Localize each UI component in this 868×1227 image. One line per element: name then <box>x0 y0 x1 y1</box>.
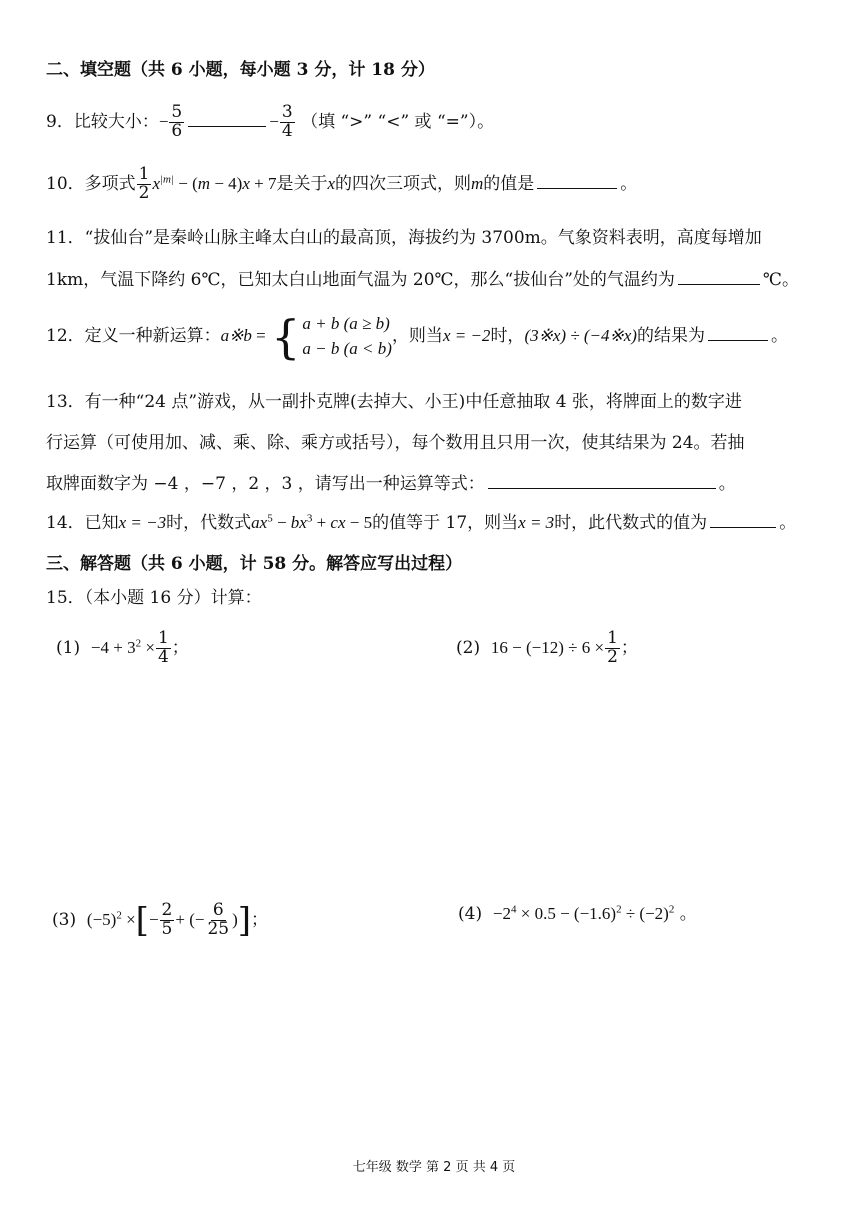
q12-middle2: 时， <box>490 326 525 347</box>
q9-prefix: 9．比较大小： <box>46 111 159 132</box>
q14-end: 。 <box>779 513 797 533</box>
q14-middle2: 的值等于 17，则当 <box>372 513 519 533</box>
q15-part-4-label: (4) <box>458 904 483 924</box>
q14-condition-1: x = −3 <box>118 513 167 532</box>
q11-line2-text: 1km，气温下降约 6℃，已知太白山地面气温为 20℃，那么“拔仙台”处的气温约为 <box>46 270 675 290</box>
q12-prefix: 12．定义一种新运算： <box>46 326 221 347</box>
q12-case2: a − b (a < b) <box>302 338 392 358</box>
question-13-line3 <box>46 474 736 494</box>
q9-frac-left: $\frac{5}{6}$ <box>171 102 183 141</box>
question-13-line1: 13．有一种“24 点”游戏，从一副扑克牌(去掉大、小王)中任意抽取 4 张，将牌面上的数字进 <box>46 392 742 412</box>
q9-answer-blank[interactable] <box>188 125 266 127</box>
q11-answer-blank[interactable] <box>678 283 760 285</box>
q12-suffix: 的结果为 <box>636 326 705 347</box>
q15-part-1-label: (1) <box>56 637 81 658</box>
q9-hint: （填 “>” “<” 或 “=”）。 <box>301 111 495 132</box>
q10-text-a: 是关于 <box>276 173 328 194</box>
q9-frac-right: $\frac{3}{4}$ <box>281 102 293 141</box>
q10-answer-blank[interactable] <box>537 187 617 189</box>
q10-prefix: 10．多项式 <box>46 173 136 194</box>
q15-part-2-label: (2) <box>456 637 481 658</box>
q14-middle1: 时，代数式 <box>166 513 252 533</box>
q10-frac: $\frac{1}{2}$ <box>138 164 150 203</box>
q12-lhs: a※b = <box>220 326 266 346</box>
question-13-line2: 行运算（可使用加、减、乘、除、乘方或括号），每个数用且只用一次，使其结果为 24。若抽 <box>46 433 745 453</box>
question-10 <box>46 166 637 203</box>
q15-part-2: (2) 16 − (−12) ÷ 6 × $\frac{1}{2}$ ； <box>456 628 638 667</box>
q12-end: 。 <box>770 326 788 347</box>
q15-part-4: $(4) -2^4 \times 0.5 - (-1.6)^2 \div (-2)^2$ 。 <box>458 903 697 924</box>
q15-part-3-label: (3) <box>52 909 77 930</box>
question-9: 9．比较大小：− $\frac{5}{6}$ − $\frac{3}{4}$ （填 “>” “<” 或 “=”）。 <box>46 102 495 141</box>
q14-suffix: 时，此代数式的值为 <box>554 513 708 533</box>
q10-end: 。 <box>620 173 638 194</box>
q10-var-x: x <box>327 173 335 193</box>
q12-condition: x = −2 <box>442 326 491 346</box>
question-11-line2 <box>46 270 799 290</box>
q15-part-3: (3) $(-5)^2$ ×[− $\frac{2}{5}$ + (− $\frac{6}{25}$ )]； <box>52 900 269 941</box>
page-footer: 七年级 数学 第 2 页 共 4 页 <box>352 1160 516 1175</box>
q10-polynomial: $x^{|m|} - (m - 4)x + 7$ <box>152 173 277 193</box>
q12-cases: { a + b (a ≥ b) a − b (a < b) <box>271 309 392 364</box>
q10-var-m: m <box>471 173 484 193</box>
q12-middle: ，则当 <box>391 326 443 347</box>
q13-end: 。 <box>718 474 736 494</box>
section-3-title: 三、解答题（共 6 小题，计 58 分。解答应写出过程） <box>46 554 463 574</box>
question-11-line1: 11．“拔仙台”是秦岭山脉主峰太白山的最高顶，海拔约为 3700m。气象资料表明，高度每增加 <box>46 228 762 248</box>
q12-case1: a + b (a ≥ b) <box>302 314 390 333</box>
q14-answer-blank[interactable] <box>710 526 776 528</box>
q14-expression: $ax^5 - bx^3$ + cx − 5 <box>251 512 373 532</box>
q14-prefix: 14．已知 <box>46 513 119 533</box>
q12-answer-blank[interactable] <box>708 339 768 341</box>
q13-line3-text: 取牌面数字为 −4 ，−7 ，2 ，3 ，请写出一种运算等式： <box>46 474 485 494</box>
question-15-title: 15．（本小题 16 分）计算： <box>46 588 262 608</box>
q12-expression: (3※x) ÷ (−4※x) <box>524 326 637 346</box>
section-2-title: 二、填空题（共 6 小题，每小题 3 分，计 18 分） <box>46 60 435 80</box>
question-14 <box>46 513 796 533</box>
q10-text-c: 的值是 <box>483 173 535 194</box>
question-12 <box>46 309 788 364</box>
q11-unit: ℃。 <box>762 270 799 290</box>
q13-answer-blank[interactable] <box>488 487 716 489</box>
q14-condition-2: x = 3 <box>518 513 555 532</box>
q10-text-b: 的四次三项式，则 <box>335 173 471 194</box>
q15-part-1: $(1) -4 + 3^2$ × $\frac{1}{4}$ ； <box>56 628 189 667</box>
